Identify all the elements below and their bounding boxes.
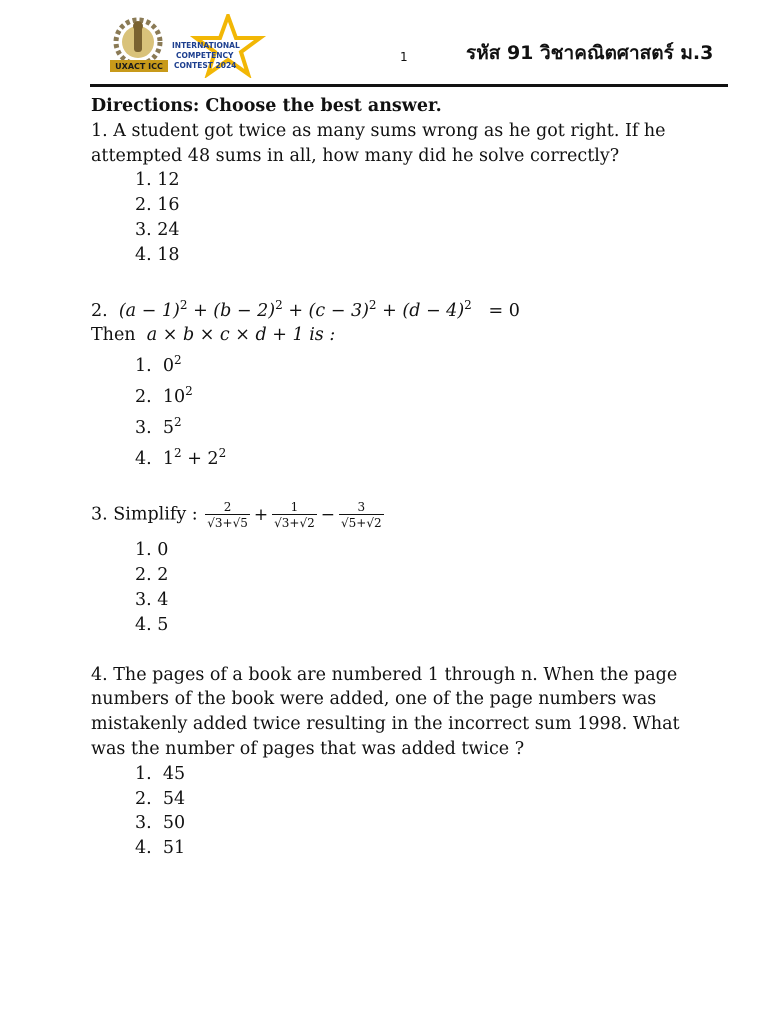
question-4 (91, 663, 711, 861)
choice: 4. $1^2 + 2^2$ (135, 445, 227, 469)
choice: 1. $0^2$ (135, 353, 182, 377)
choice: 3. 4 (135, 589, 169, 610)
question-3-prefix: 3. Simplify : (91, 504, 198, 525)
contest-logo (108, 14, 268, 78)
eq-term: + (d − 4) (382, 300, 465, 321)
eq-exp: 2 (464, 297, 472, 312)
page-number: 1 (400, 50, 408, 64)
exam-code: รหัส 91 วิชาคณิตศาสตร์ ม.3 (466, 42, 714, 64)
fraction: $\frac{1}{√3+√2}$ (274, 500, 315, 531)
choice: 1. 45 (135, 763, 186, 784)
question-1 (91, 119, 711, 268)
question-3 (91, 500, 711, 637)
logo-line-3: CONTEST 2024 (174, 61, 237, 70)
directions: Directions: Choose the best answer. (91, 96, 442, 116)
question-4-choices (91, 762, 711, 861)
fraction: $\frac{2}{√3+√5}$ (207, 500, 248, 531)
choice: 4. 5 (135, 614, 169, 635)
choice: 1. 12 (135, 170, 180, 191)
question-2-choices (91, 348, 711, 471)
question-2 (91, 293, 711, 472)
choice: 2. 16 (135, 195, 180, 216)
choice: 2. $10^2$ (135, 383, 193, 407)
logo-line-2: COMPETENCY (176, 51, 234, 60)
question-4-text: 4. The pages of a book are numbered 1 through n. When the page numbers of the book were added, one of the page numbers was mistakenly added twice resulting in the incorrect sum 1998. What was the number of pages that was added twice ? (91, 664, 680, 759)
choice: 4. 18 (135, 244, 180, 265)
question-2-prefix: 2. (91, 300, 108, 321)
choice: 4. 51 (135, 838, 186, 859)
eq-exp: 2 (275, 297, 283, 312)
question-3-choices (91, 538, 711, 637)
page-header (0, 0, 768, 90)
choice: 1. 0 (135, 540, 169, 561)
logo-line-1: INTERNATIONAL (172, 41, 240, 50)
eq-equals: = 0 (488, 300, 520, 321)
question-1-text: 1. A student got twice as many sums wrong as he got right. If he attempted 48 sums in all, how many did he solve correctly? (91, 120, 666, 166)
then-label: Then (91, 325, 136, 346)
choice: 2. 2 (135, 565, 169, 586)
choice: 3. 24 (135, 219, 180, 240)
eq-term: + (c − 3) (288, 300, 369, 321)
question-2-then (91, 323, 711, 348)
fraction: $\frac{3}{√5+√2}$ (341, 500, 382, 531)
eq-exp: 2 (179, 297, 188, 312)
choice: 3. 50 (135, 813, 186, 834)
logo-badge: UXACT ICC (115, 62, 163, 71)
exam-content (91, 94, 711, 861)
eq-term: + (b − 2) (193, 300, 276, 321)
question-3-expression (91, 500, 711, 530)
choice: 2. 54 (135, 788, 186, 809)
eq-exp: 2 (368, 297, 377, 312)
eq-term: (a − 1) (118, 300, 180, 321)
choice: 3. $5^2$ (135, 414, 182, 438)
logo-graphic (108, 14, 268, 78)
header-rule (90, 84, 728, 87)
operator: + (253, 504, 269, 525)
operator: − (320, 504, 335, 525)
then-expr: a × b × c × d + 1 is : (146, 325, 336, 346)
question-1-choices (91, 168, 711, 267)
question-2-equation (91, 293, 711, 324)
